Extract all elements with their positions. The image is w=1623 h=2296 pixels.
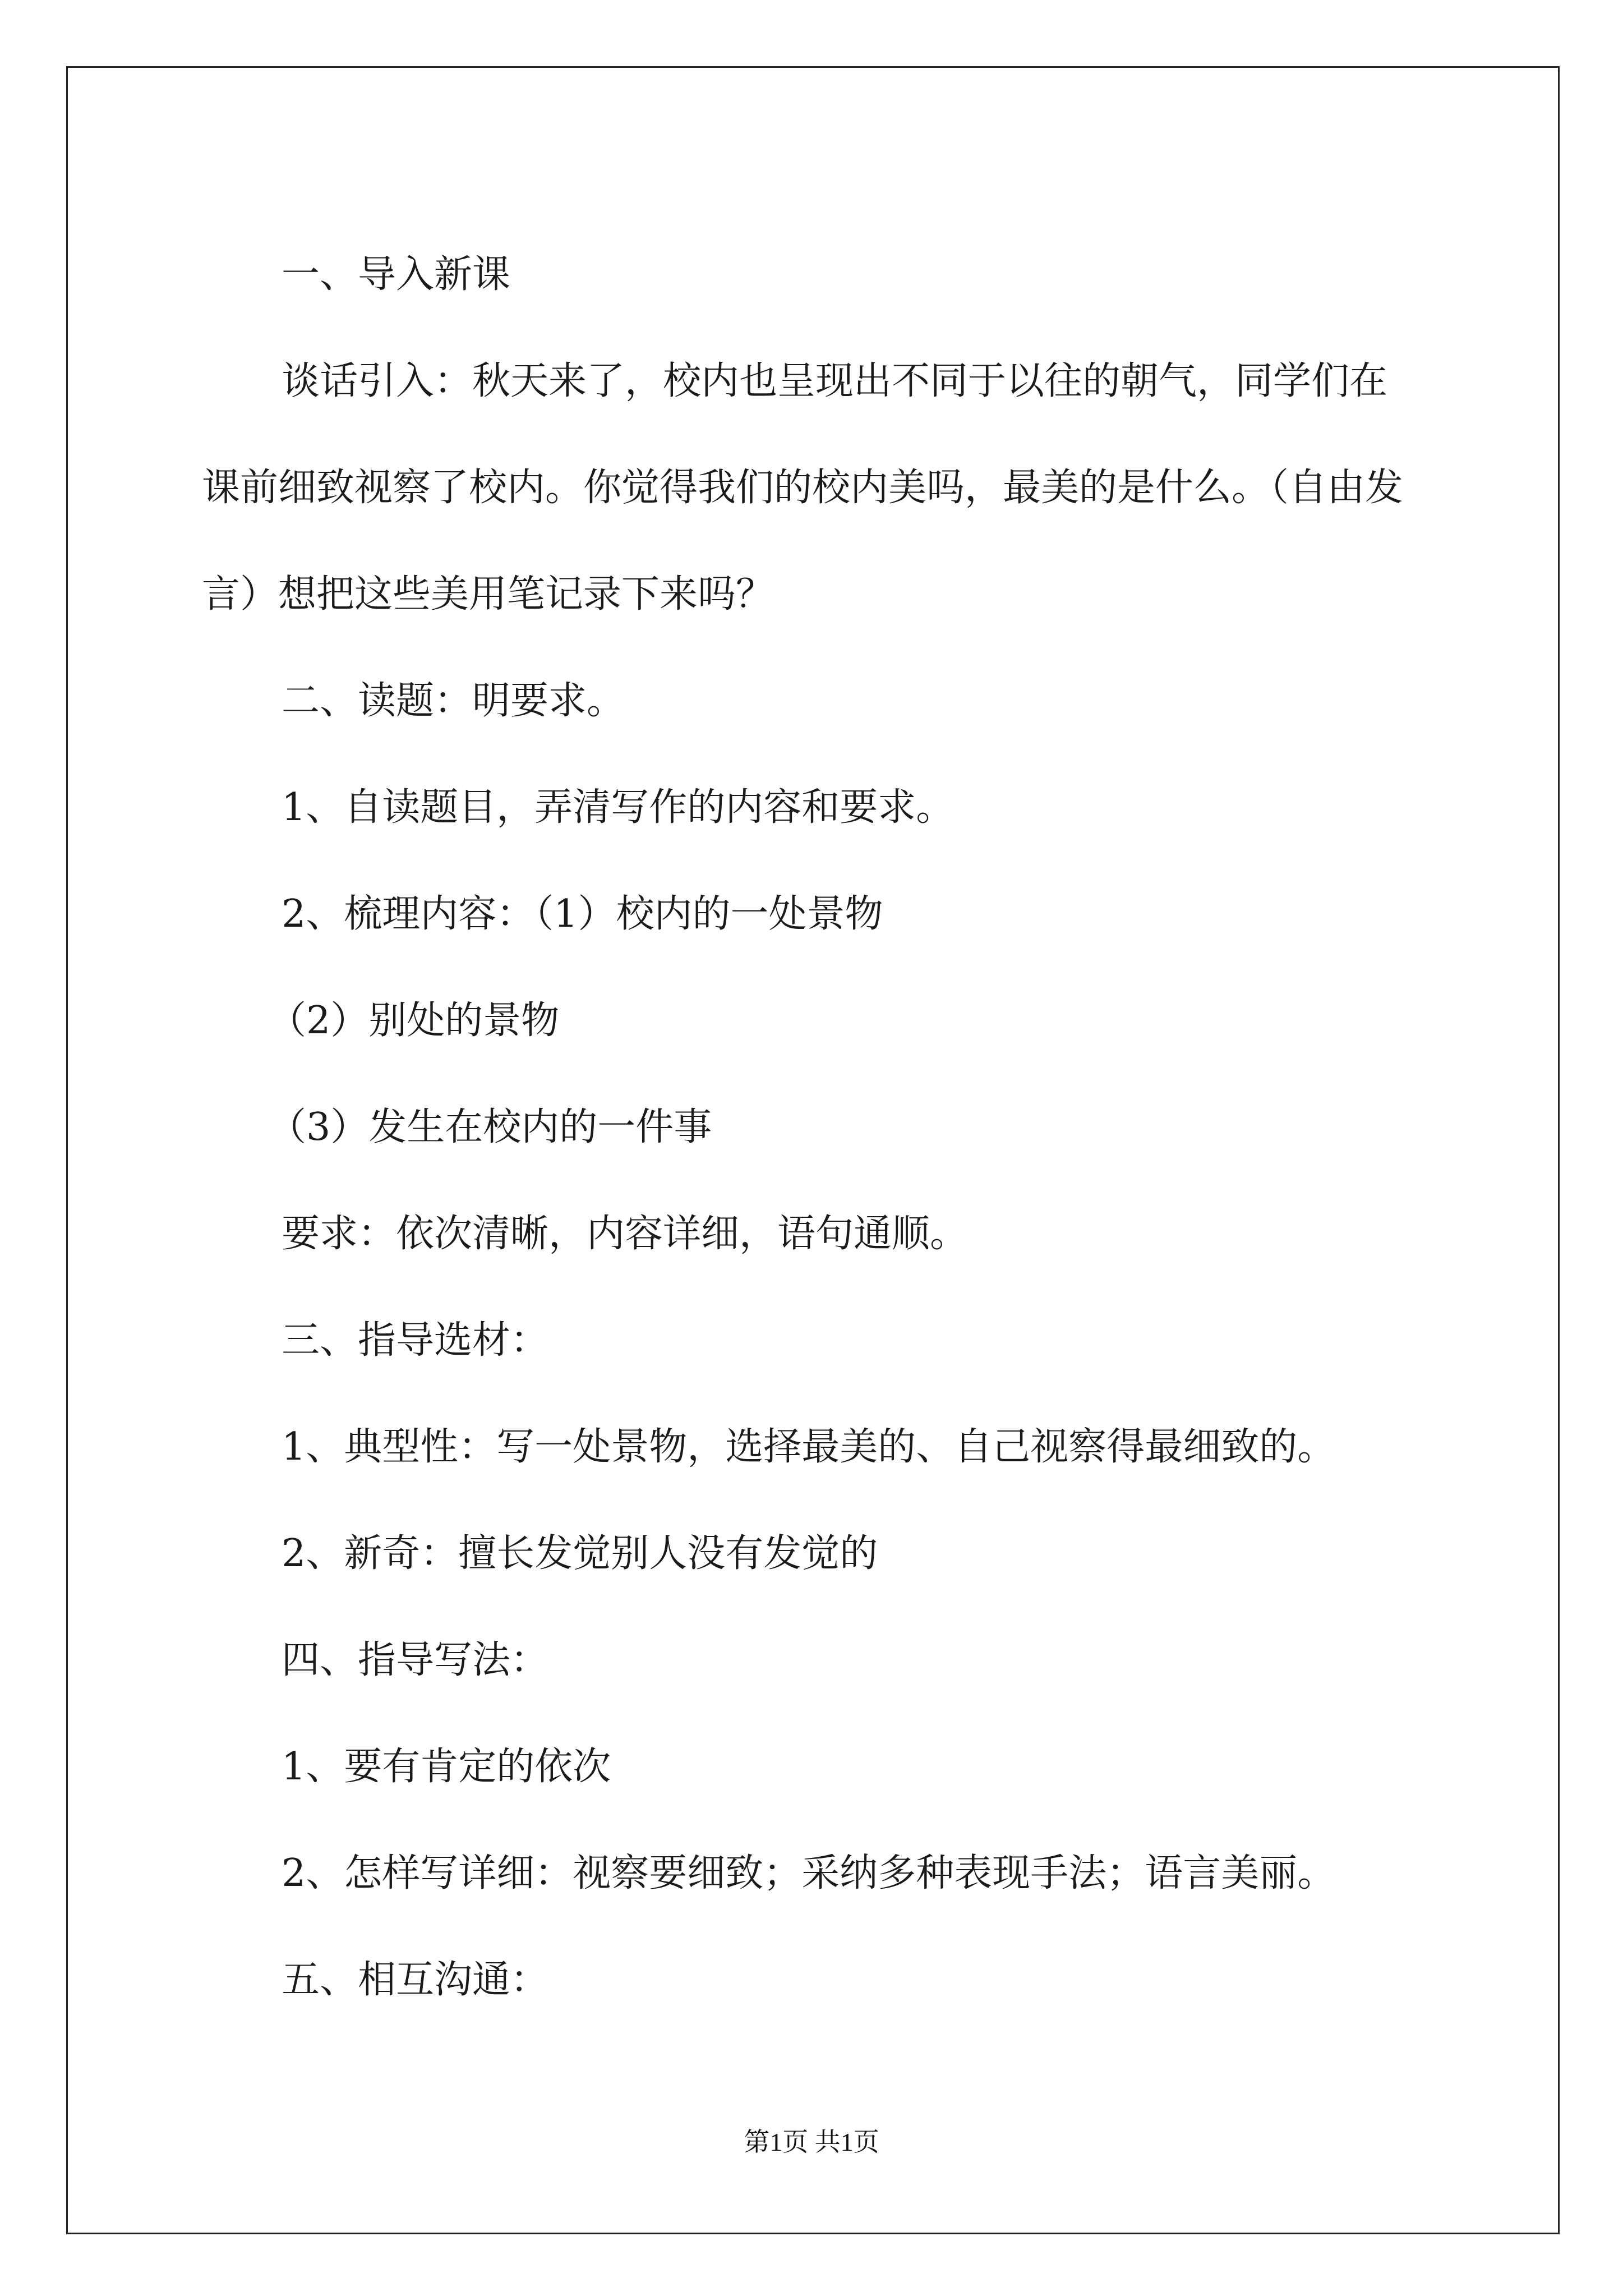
heading-read-title: 二、读题：明要求。 bbox=[282, 679, 625, 723]
heading-material: 三、指导选材： bbox=[282, 1318, 549, 1363]
heading-writing-method: 四、指导写法： bbox=[282, 1638, 549, 1682]
list-item-campus-event: （3）发生在校内的一件事 bbox=[268, 1105, 712, 1149]
document-body bbox=[202, 222, 1436, 2033]
page-footer: 第1页 共1页 bbox=[744, 2128, 879, 2156]
heading-intro: 一、导入新课 bbox=[282, 252, 511, 297]
list-item-sort-content: 2、梳理内容：（1）校内的一处景物 bbox=[282, 892, 883, 936]
list-item-other-scenery: （2）别处的景物 bbox=[268, 999, 560, 1043]
paragraph-intro-talk: 谈话引入：秋天来了，校内也呈现出不同于以往的朝气，同学们在课前细致视察了校内。你觉得我们的校内美吗，最美的是什么。（自由发言）想把这些美用笔记录下来吗？ bbox=[202, 359, 1404, 616]
list-item-read-title: 1、自读题目，弄清写作的内容和要求。 bbox=[282, 785, 955, 830]
paragraph-requirements: 要求：依次清晰，内容详细，语句通顺。 bbox=[282, 1212, 969, 1256]
heading-communicate: 五、相互沟通： bbox=[282, 1958, 549, 2002]
list-item-novel: 2、新奇：擅长发觉别人没有发觉的 bbox=[282, 1531, 878, 1576]
list-item-typical: 1、典型性：写一处景物，选择最美的、自己视察得最细致的。 bbox=[282, 1425, 1336, 1469]
list-item-order: 1、要有肯定的依次 bbox=[282, 1745, 611, 1789]
list-item-detail: 2、怎样写详细：视察要细致；采纳多种表现手法；语言美丽。 bbox=[282, 1851, 1336, 1895]
